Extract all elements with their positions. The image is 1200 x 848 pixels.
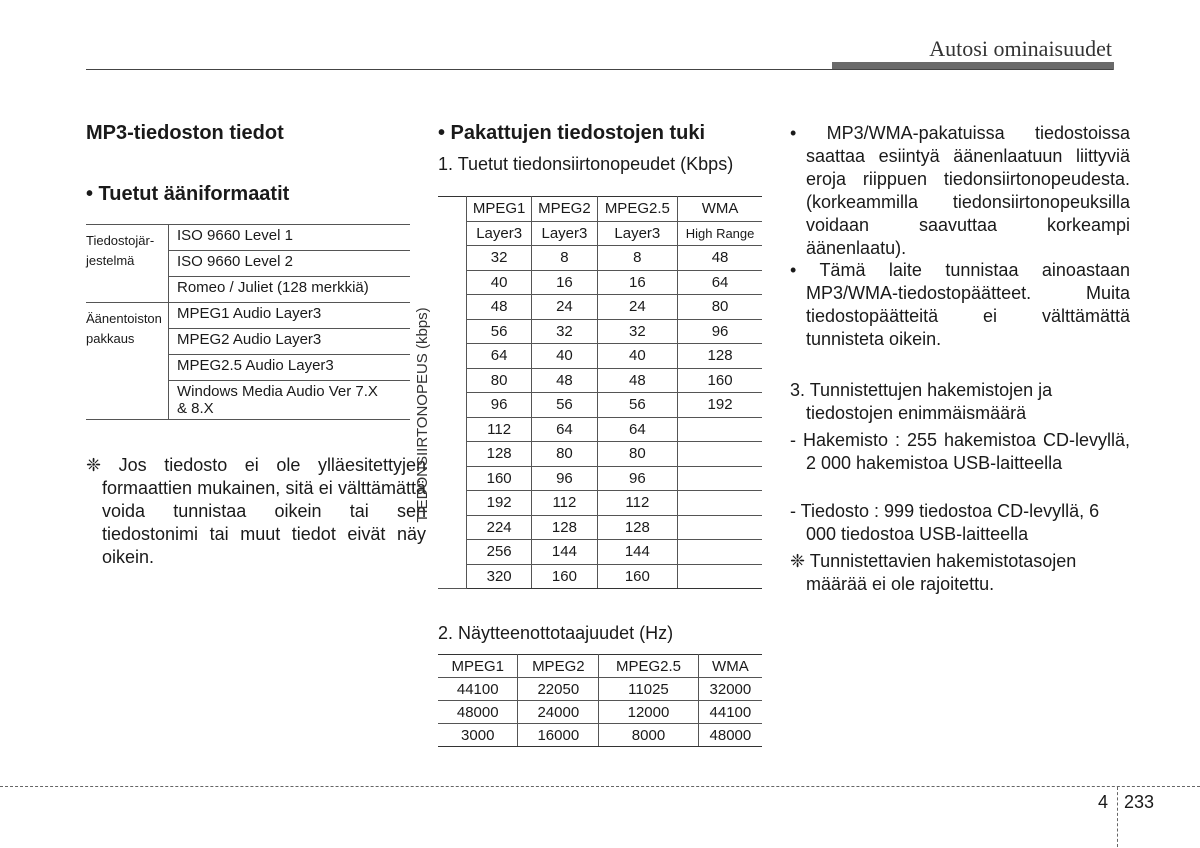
samplerate-table xyxy=(438,654,762,747)
compressed-heading: • Pakattujen tiedostojen tuki xyxy=(438,122,706,144)
bitrate-cell: 128 xyxy=(597,515,678,540)
section-heading: MP3-tiedoston tiedot xyxy=(86,122,284,144)
table-row xyxy=(86,303,410,329)
bitrate-cell: 80 xyxy=(532,442,597,467)
group-label: Äänentoiston pakkaus xyxy=(86,303,169,420)
formats-table xyxy=(86,224,410,420)
bitrate-cell: 256 xyxy=(467,540,532,565)
bitrate-cell: 40 xyxy=(532,344,597,369)
header-rule xyxy=(86,69,1113,70)
table-row xyxy=(438,540,762,565)
bitrate-cell xyxy=(678,466,762,491)
table-row xyxy=(438,319,762,344)
table-row xyxy=(438,442,762,467)
bitrate-cell: 160 xyxy=(678,368,762,393)
samplerate-cell: 3000 xyxy=(438,724,518,747)
bitrate-cell: 64 xyxy=(467,344,532,369)
bitrate-subheading: 1. Tuetut tiedonsiirtonopeudet (Kbps) xyxy=(438,154,734,174)
bitrate-cell: 80 xyxy=(678,295,762,320)
samplerate-cell: 48000 xyxy=(438,701,518,724)
bitrate-cell: 40 xyxy=(467,270,532,295)
quality-bullet: • MP3/WMA-pakatuissa tiedostoissa saattaa esiintyä äänenlaatuun liittyviä eroja riippuen tiedonsiirtonopeudesta. (korkeammilla tiedonsiirtonopeuksilla voidaan saavuttaa korkeampi äänenlaatu). xyxy=(790,123,1130,258)
bitrate-cell: 224 xyxy=(467,515,532,540)
bitrate-cell xyxy=(678,564,762,589)
table-row xyxy=(438,246,762,271)
bitrate-cell: 160 xyxy=(532,564,597,589)
bitrate-cell: 32 xyxy=(467,246,532,271)
bitrate-cell: 128 xyxy=(678,344,762,369)
bitrate-cell: 48 xyxy=(678,246,762,271)
depth-note: ❈ Tunnistettavien hakemistotasojen määrää ei ole rajoitettu. xyxy=(790,551,1077,594)
bitrate-table xyxy=(438,196,762,589)
samplerate-cell: 12000 xyxy=(599,701,699,724)
table-row xyxy=(438,197,762,222)
bitrate-cell: 160 xyxy=(467,466,532,491)
samplerate-cell: WMA xyxy=(698,655,762,678)
group-label: Tiedostojär- jestelmä xyxy=(86,225,169,303)
formats-note: ❈ Jos tiedosto ei ole ylläesitettyjen formaattien mukainen, sitä ei välttämättä voida tunnistaa oikein tai sen tiedostonimi tai muut tiedot eivät näy oikein. xyxy=(86,455,426,567)
table-row xyxy=(438,564,762,589)
table-row xyxy=(438,344,762,369)
bitrate-cell: 80 xyxy=(597,442,678,467)
table-row xyxy=(438,270,762,295)
table-row xyxy=(438,515,762,540)
table-row xyxy=(438,678,762,701)
table-row xyxy=(438,466,762,491)
bitrate-cell xyxy=(678,491,762,516)
bitrate-cell: 8 xyxy=(597,246,678,271)
format-cell: MPEG1 Audio Layer3 xyxy=(169,303,411,329)
bitrate-cell: MPEG2.5 xyxy=(597,197,678,222)
bitrate-cell: 320 xyxy=(467,564,532,589)
format-cell: Romeo / Juliet (128 merkkiä) xyxy=(169,277,411,303)
bitrate-cell: 192 xyxy=(467,491,532,516)
format-cell: MPEG2.5 Audio Layer3 xyxy=(169,355,411,381)
bitrate-cell: 40 xyxy=(597,344,678,369)
samplerate-cell: 8000 xyxy=(599,724,699,747)
bitrate-cell: 16 xyxy=(597,270,678,295)
bitrate-cell: 96 xyxy=(467,393,532,418)
bitrate-cell: 56 xyxy=(467,319,532,344)
bitrate-cell xyxy=(678,442,762,467)
format-cell: Windows Media Audio Ver 7.X & 8.X xyxy=(169,381,411,420)
bitrate-cell: Layer3 xyxy=(532,221,597,246)
samplerate-cell: MPEG2 xyxy=(518,655,599,678)
bitrate-cell: 56 xyxy=(532,393,597,418)
bitrate-cell: MPEG1 xyxy=(467,197,532,222)
bitrate-cell: High Range xyxy=(678,221,762,246)
samplerate-cell: MPEG1 xyxy=(438,655,518,678)
bitrate-cell: WMA xyxy=(678,197,762,222)
bitrate-cell: 96 xyxy=(597,466,678,491)
samplerate-cell: 11025 xyxy=(599,678,699,701)
bitrate-axis-label: TIEDONSIIRTONOPEUS (kbps) xyxy=(414,307,431,523)
bitrate-cell xyxy=(678,515,762,540)
samplerate-cell: MPEG2.5 xyxy=(599,655,699,678)
bitrate-cell: 112 xyxy=(467,417,532,442)
table-row xyxy=(438,491,762,516)
bitrate-cell: 64 xyxy=(678,270,762,295)
bitrate-cell: 24 xyxy=(597,295,678,320)
bitrate-cell: Layer3 xyxy=(597,221,678,246)
limits-item: 3. Tunnistettujen hakemistojen ja tiedostojen enimmäismäärä xyxy=(790,380,1053,423)
axis-cell xyxy=(438,197,467,589)
samplerate-cell: 24000 xyxy=(518,701,599,724)
bitrate-cell xyxy=(678,417,762,442)
table-row xyxy=(86,225,410,251)
bitrate-cell: 96 xyxy=(532,466,597,491)
samplerate-cell: 44100 xyxy=(698,701,762,724)
bitrate-cell: 48 xyxy=(532,368,597,393)
folder-limit: - Hakemisto : 255 hakemistoa CD-levyllä, 2 000 hakemistoa USB-laitteella xyxy=(790,430,1130,473)
table-row xyxy=(438,655,762,678)
bitrate-cell: MPEG2 xyxy=(532,197,597,222)
bitrate-cell: 64 xyxy=(532,417,597,442)
page-number: 233 xyxy=(1124,792,1155,812)
footer-rule xyxy=(0,786,1200,787)
bitrate-cell: 48 xyxy=(597,368,678,393)
samplerate-cell: 16000 xyxy=(518,724,599,747)
bitrate-cell: 192 xyxy=(678,393,762,418)
bitrate-cell: 128 xyxy=(467,442,532,467)
samplerate-cell: 32000 xyxy=(698,678,762,701)
samplerate-subheading: 2. Näytteenottotaajuudet (Hz) xyxy=(438,623,674,643)
bitrate-cell xyxy=(678,540,762,565)
samplerate-cell: 22050 xyxy=(518,678,599,701)
formats-subheading: • Tuetut ääniformaatit xyxy=(86,183,290,205)
samplerate-cell: 48000 xyxy=(698,724,762,747)
bitrate-cell: 24 xyxy=(532,295,597,320)
bitrate-cell: 144 xyxy=(532,540,597,565)
table-row xyxy=(438,417,762,442)
extension-bullet: • Tämä laite tunnistaa ainoastaan MP3/WMA-tiedostopäätteet. Muita tiedostopäätteitä ei välttämättä tunnisteta oikein. xyxy=(790,260,1130,349)
chapter-number: 4 xyxy=(1098,792,1109,812)
page-header-title: Autosi ominaisuudet xyxy=(929,36,1112,61)
samplerate-cell: 44100 xyxy=(438,678,518,701)
format-cell: ISO 9660 Level 1 xyxy=(169,225,411,251)
bitrate-cell: 112 xyxy=(532,491,597,516)
bitrate-cell: 16 xyxy=(532,270,597,295)
table-row xyxy=(438,393,762,418)
bitrate-cell: 32 xyxy=(532,319,597,344)
bitrate-cell: 80 xyxy=(467,368,532,393)
bitrate-cell: 144 xyxy=(597,540,678,565)
bitrate-cell: 32 xyxy=(597,319,678,344)
footer-divider xyxy=(1117,787,1118,847)
bitrate-cell: Layer3 xyxy=(467,221,532,246)
bitrate-cell: 112 xyxy=(597,491,678,516)
table-row xyxy=(438,221,762,246)
bitrate-cell: 128 xyxy=(532,515,597,540)
table-row xyxy=(438,701,762,724)
format-cell: MPEG2 Audio Layer3 xyxy=(169,329,411,355)
table-row xyxy=(438,368,762,393)
bitrate-cell: 56 xyxy=(597,393,678,418)
bitrate-cell: 8 xyxy=(532,246,597,271)
bitrate-cell: 160 xyxy=(597,564,678,589)
bitrate-cell: 48 xyxy=(467,295,532,320)
table-row xyxy=(438,724,762,747)
bitrate-cell: 96 xyxy=(678,319,762,344)
table-row xyxy=(438,295,762,320)
file-limit: - Tiedosto : 999 tiedostoa CD-levyllä, 6 000 tiedostoa USB-laitteella xyxy=(790,501,1100,544)
format-cell: ISO 9660 Level 2 xyxy=(169,251,411,277)
bitrate-cell: 64 xyxy=(597,417,678,442)
